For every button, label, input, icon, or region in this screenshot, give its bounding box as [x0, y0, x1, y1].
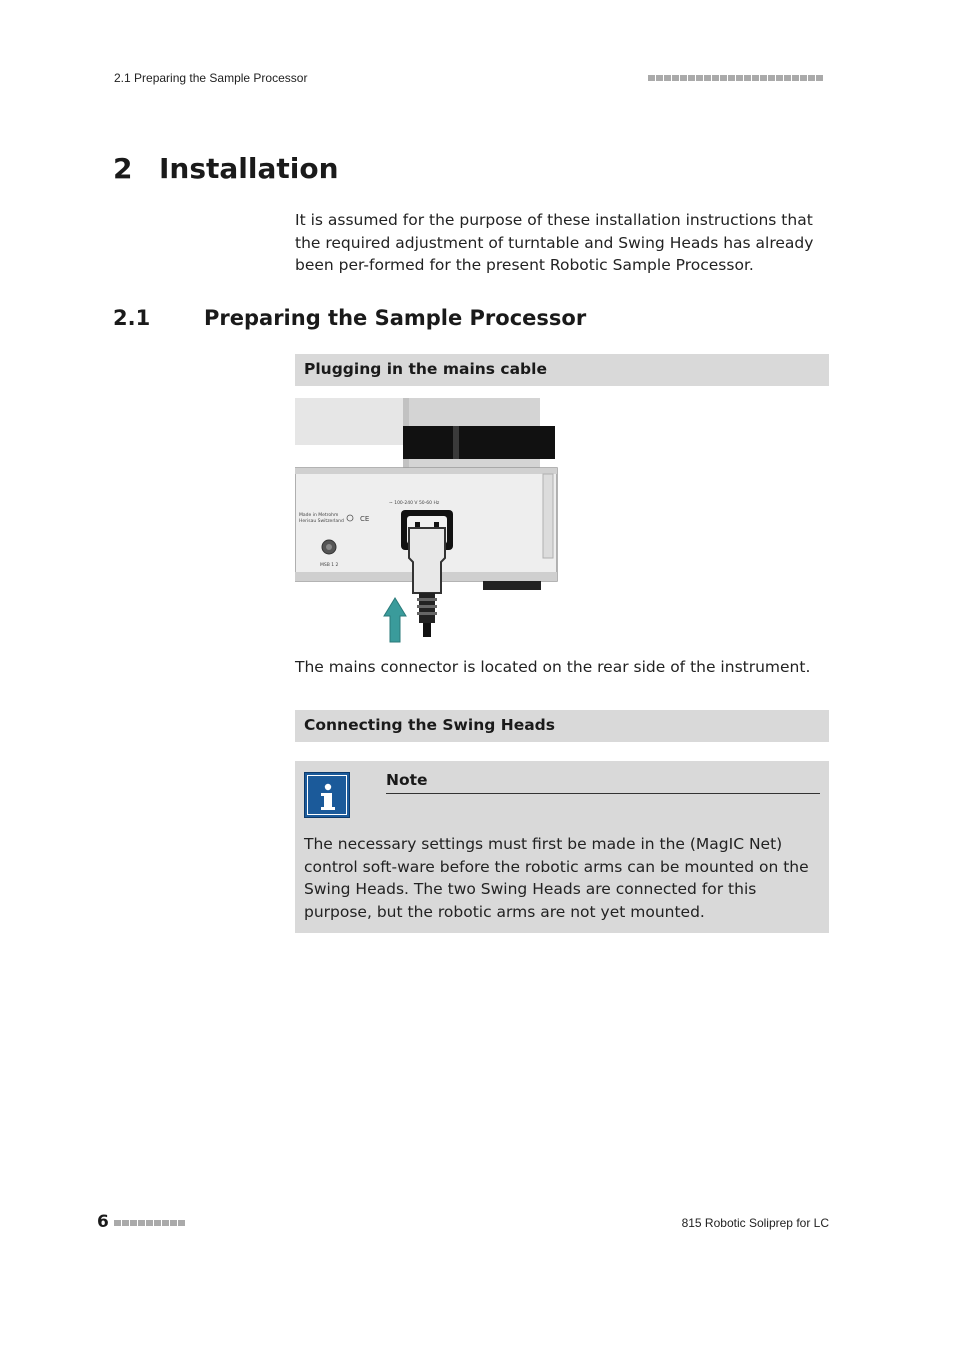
header-dot-rule [648, 75, 823, 81]
subsection-bar-swing-heads [295, 710, 829, 742]
subsection-bar-mains [295, 354, 829, 386]
mains-connector-figure [295, 398, 559, 644]
made-in-label-2: Herisau Switzerland [299, 519, 344, 524]
section-number: 2.1 [113, 306, 151, 330]
note-box [295, 761, 829, 933]
svg-text:CE: CE [360, 515, 370, 523]
running-header: 2.1 Preparing the Sample Processor [114, 71, 308, 85]
chapter-title: Installation [159, 152, 339, 185]
made-in-label-1: Made in Metrohm [299, 513, 339, 518]
insert-direction-arrow-icon [384, 598, 406, 642]
section-title: Preparing the Sample Processor [204, 306, 587, 330]
port-label: MSB 1 2 [320, 563, 339, 568]
power-rating-label: ~ 100-240 V 50-60 Hz [389, 501, 440, 506]
chapter-intro-paragraph: It is assumed for the purpose of these installation instructions that the required adjustment of turntable and Swing Heads has already been per-formed for the present Robotic Sample Processor. [295, 211, 814, 274]
note-text: The necessary settings must first be made in the (MagIC Net) control soft-ware before the robotic arms can be mounted on the Swing Heads. The two Swing Heads are connected for this purpose, but the robotic arms are not yet mounted. [304, 835, 809, 921]
subsection-title-mains: Plugging in the mains cable [304, 360, 547, 378]
subsection-title-swing-heads: Connecting the Swing Heads [304, 716, 555, 734]
note-title: Note [386, 771, 428, 789]
chapter-number: 2 [113, 152, 133, 185]
footer-dot-rule [114, 1220, 185, 1226]
info-icon [304, 772, 350, 818]
page-number: 6 [97, 1212, 109, 1232]
figure-caption-mains: The mains connector is located on the rear side of the instrument. [295, 658, 811, 676]
footer-product-name: 815 Robotic Soliprep for LC [681, 1216, 829, 1230]
note-divider [386, 793, 820, 794]
